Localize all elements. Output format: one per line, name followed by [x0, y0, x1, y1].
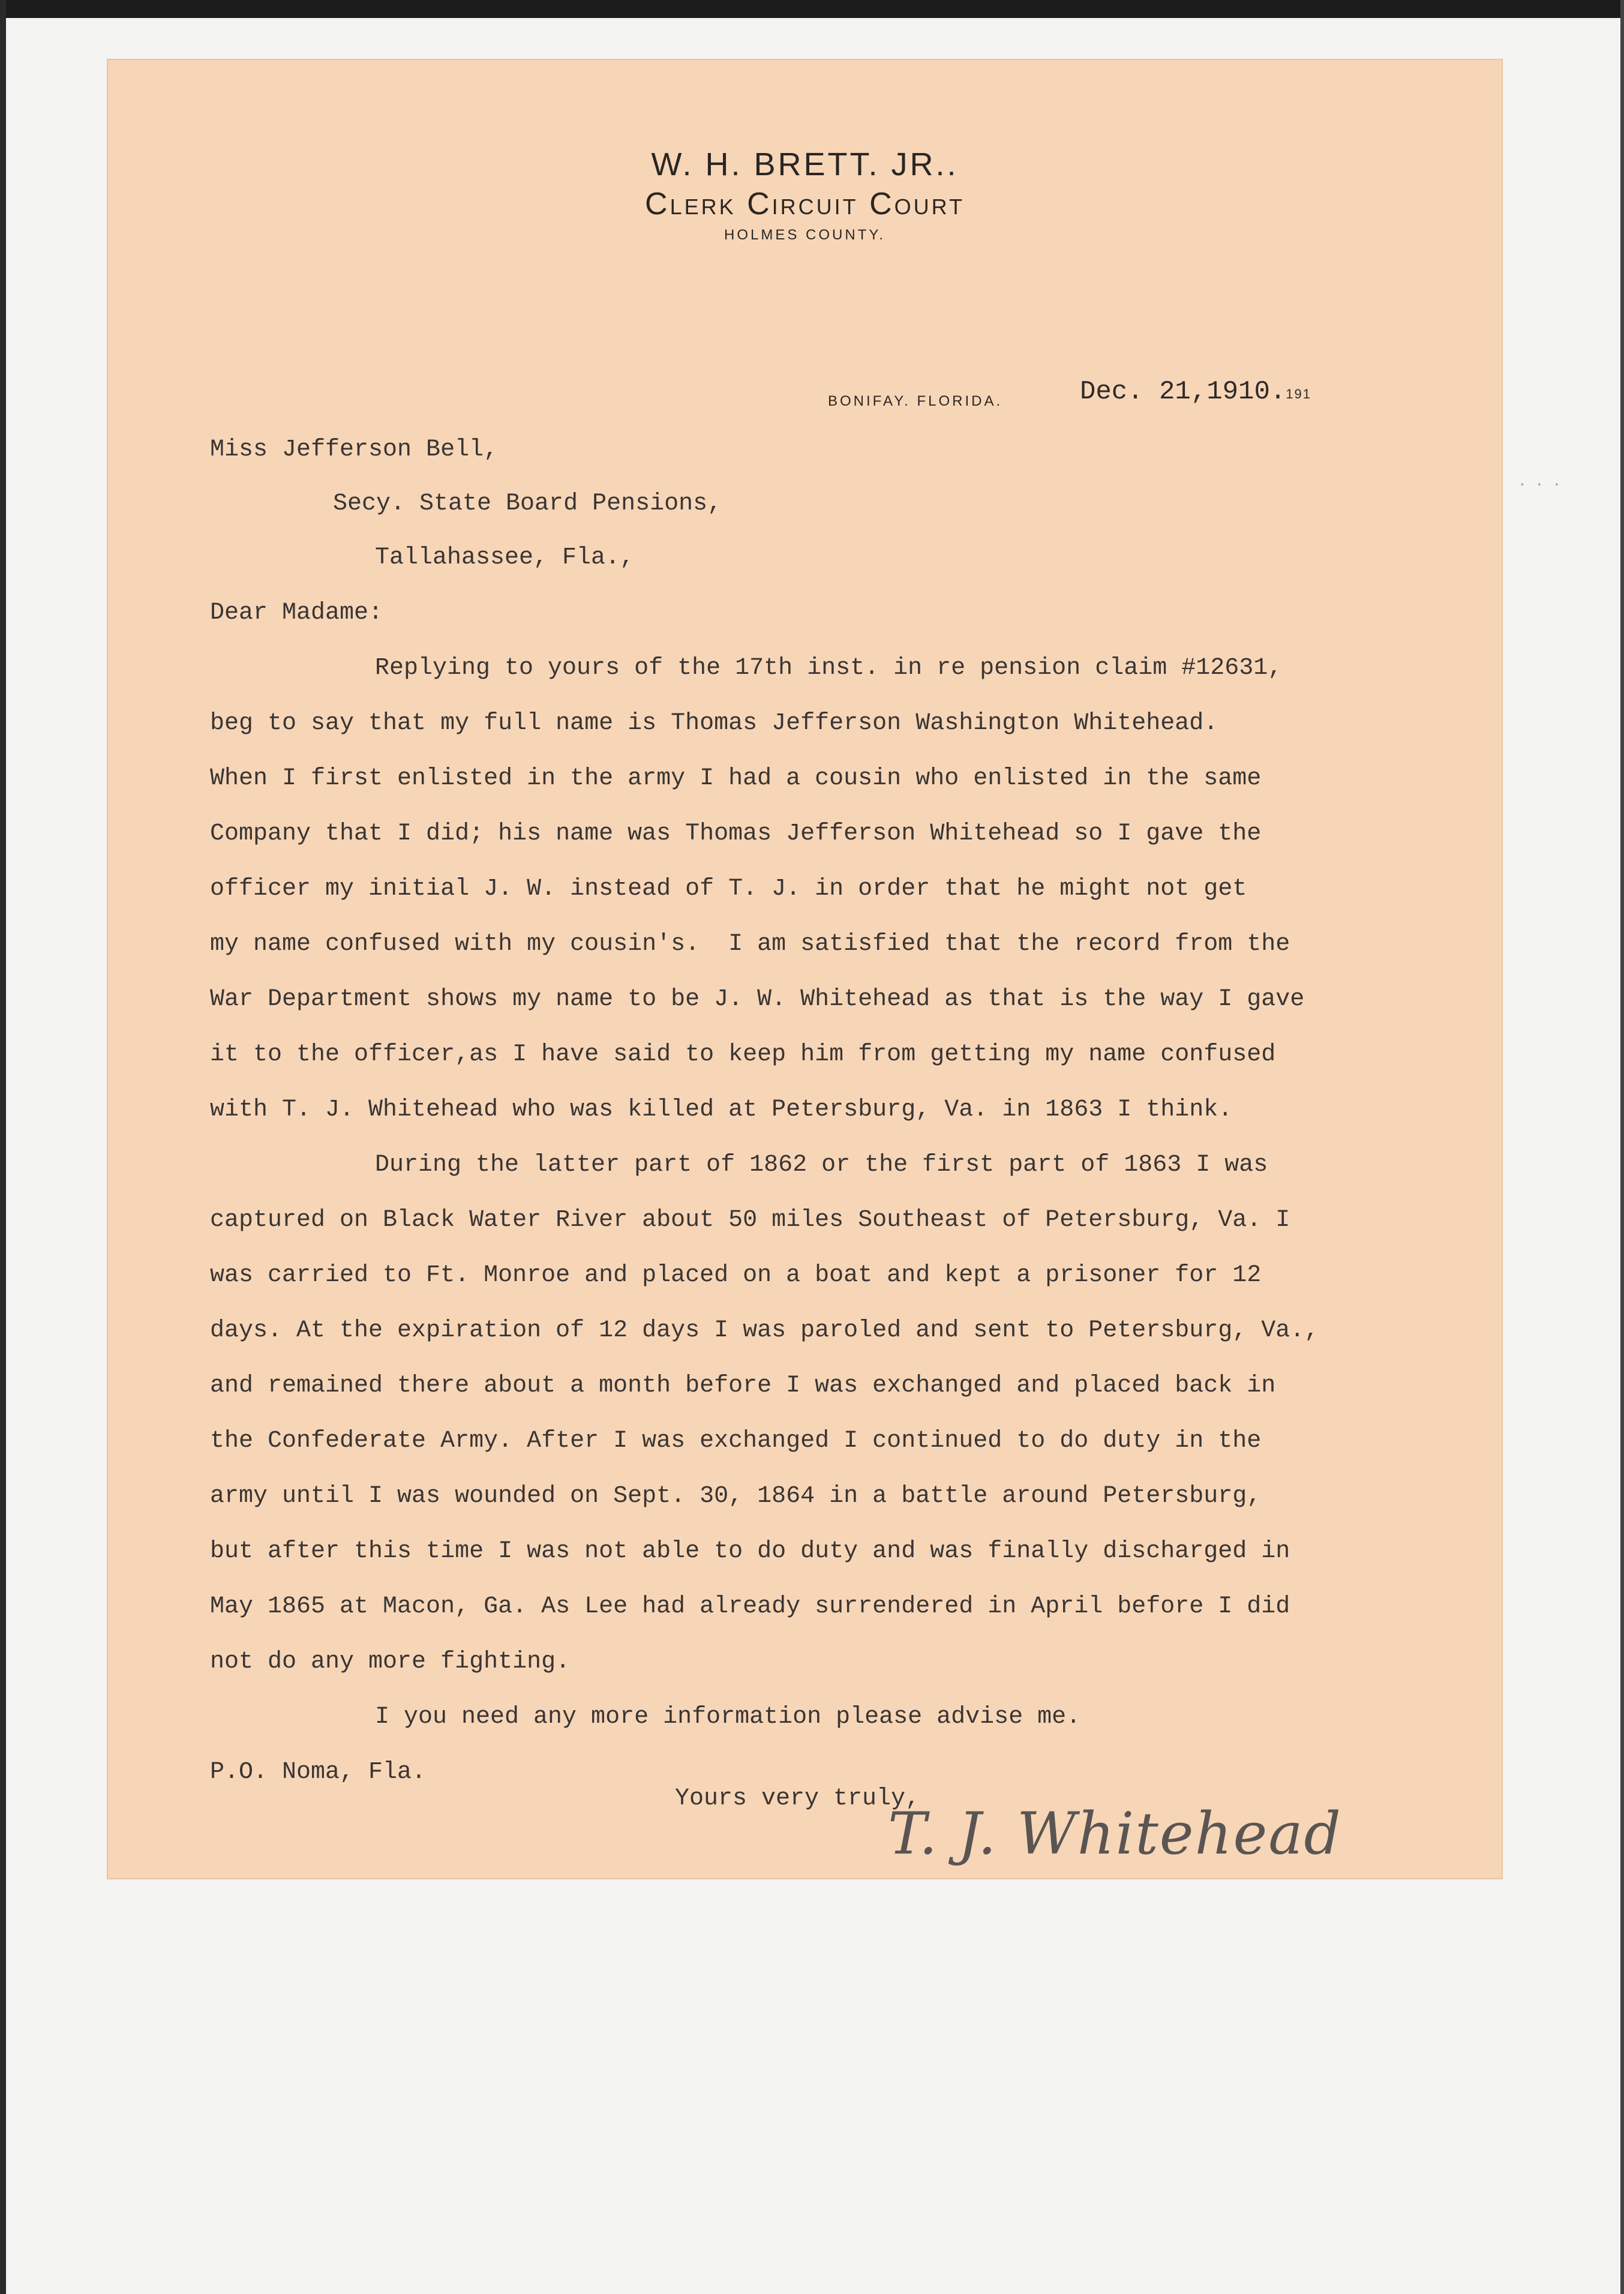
scanner-left-edge [0, 0, 6, 2294]
body-line: it to the officer,as I have said to keep him from getting my name confused [210, 1041, 1276, 1068]
body-line: During the latter part of 1862 or the first part of 1863 I was [375, 1152, 1268, 1179]
body-line: officer my initial J. W. instead of T. J. in order that he might not get [210, 875, 1247, 902]
letterhead-county: HOLMES COUNTY. [724, 227, 885, 243]
signature: T. J. Whitehead [888, 1800, 1342, 1867]
body-line: Replying to yours of the 17th inst. in re pension claim #12631, [375, 655, 1283, 682]
body-line: was carried to Ft. Monroe and placed on a boat and kept a prisoner for 12 [210, 1262, 1262, 1289]
body-line: May 1865 at Macon, Ga. As Lee had already surrendered in April before I did [210, 1593, 1290, 1620]
margin-dots: . . . [1518, 474, 1562, 490]
printed-year: 191 [1286, 386, 1311, 401]
body-line: days. At the expiration of 12 days I was paroled and sent to Petersburg, Va., [210, 1317, 1319, 1344]
letter-sheet [108, 60, 1502, 1878]
post-office-line: P.O. Noma, Fla. [210, 1759, 427, 1786]
body-line: my name confused with my cousin's. I am satisfied that the record from the [210, 931, 1290, 958]
letter-body [108, 60, 1502, 1878]
address-line-3: Tallahassee, Fla., [375, 544, 635, 571]
body-line: the Confederate Army. After I was exchanged I continued to do duty in the [210, 1428, 1262, 1455]
body-line: Company that I did; his name was Thomas Jefferson Whitehead so I gave the [210, 820, 1262, 847]
scanner-top-edge [0, 0, 1624, 18]
body-line: beg to say that my full name is Thomas Jefferson Washington Whitehead. [210, 710, 1218, 737]
scanner-right-edge [1620, 0, 1624, 2294]
body-line: but after this time I was not able to do duty and was finally discharged in [210, 1538, 1290, 1565]
address-line-2: Secy. State Board Pensions, [333, 490, 722, 517]
letterhead-name: W. H. BRETT. JR.. [651, 146, 959, 182]
address-line-1: Miss Jefferson Bell, [210, 436, 499, 463]
salutation: Dear Madame: [210, 599, 383, 626]
body-line: with T. J. Whitehead who was killed at Petersburg, Va. in 1863 I think. [210, 1096, 1233, 1123]
body-line: army until I was wounded on Sept. 30, 1864 in a battle around Petersburg, [210, 1483, 1262, 1510]
body-line: captured on Black Water River about 50 miles Southeast of Petersburg, Va. I [210, 1207, 1290, 1234]
body-line: not do any more fighting. [210, 1648, 571, 1675]
place-line: BONIFAY. FLORIDA. [828, 393, 1003, 409]
letterhead-title: Clerk Circuit Court [645, 187, 965, 221]
closing: Yours very truly, [675, 1785, 920, 1812]
body-line: When I first enlisted in the army I had a cousin who enlisted in the same [210, 765, 1262, 792]
body-line: and remained there about a month before I was exchanged and placed back in [210, 1372, 1276, 1399]
body-line: War Department shows my name to be J. W. Whitehead as that is the way I gave [210, 986, 1305, 1013]
body-line: I you need any more information please advise me. [375, 1704, 1081, 1731]
typed-date: Dec. 21,1910. [1080, 377, 1286, 407]
